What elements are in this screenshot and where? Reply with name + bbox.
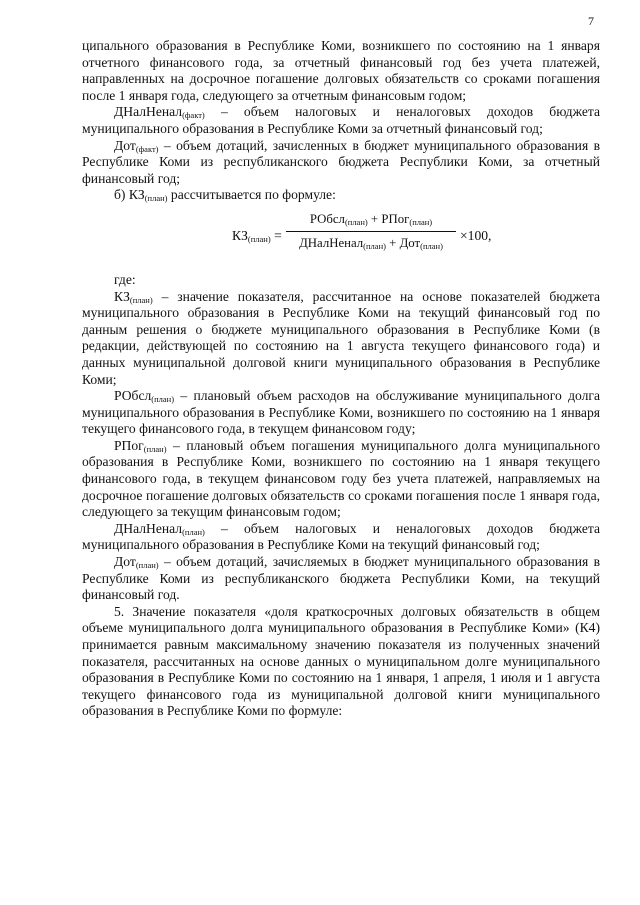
denominator-term-a: ДНалНенал (299, 235, 364, 250)
symbol-subscript: (план) (182, 526, 205, 537)
symbol: ДНалНенал (114, 104, 183, 120)
symbol: Дот (114, 137, 136, 153)
item-b-suffix: рассчитывается по формуле: (167, 187, 336, 203)
denominator-term-b-subscript: (план) (420, 240, 443, 251)
denominator-plus: + (385, 235, 400, 250)
page-number: 7 (588, 14, 594, 28)
definition-text: – объем дотаций, зачисляемых в бюджет муниципального образования в Республике Коми из республиканского бюджета Республики Коми, на текущий финансовый год. (82, 554, 600, 603)
formula-lhs-subscript: (план) (247, 233, 271, 244)
numerator-term-a-subscript: (план) (344, 216, 368, 227)
definition-dnalnenal-plan (82, 521, 600, 554)
item-b (82, 187, 600, 204)
numerator-term-a: РОбсл (309, 211, 345, 226)
symbol-subscript: (план) (151, 394, 175, 405)
formula-lhs (232, 228, 282, 245)
symbol-subscript: (план) (135, 560, 159, 571)
symbol-subscript: (факт) (135, 143, 159, 154)
numerator-plus: + (367, 211, 382, 226)
definition-text: – объем дотаций, зачисленных в бюджет муниципального образования в Республике Коми из республиканского бюджета Республики Коми, за отчетный финансовый год; (82, 137, 600, 186)
numerator-term-b-subscript: (план) (409, 216, 433, 227)
symbol-subscript: (факт) (182, 110, 205, 121)
definition-text: – плановый объем погашения муниципального долга муниципального образования в Республике Коми, возникшего по состоянию на 1 января текущего финансового года, в текущем финансовом году без учета платежей, направляемых на досрочное погашение долговых обязательств со сроками погашения после 1 января года, следующего за текущим финансовым годом; (82, 437, 600, 520)
symbol: ДНалНенал (114, 520, 183, 536)
definition-dnalnenal-fakt (82, 104, 600, 137)
paragraph-continuation: ципального образования в Республике Коми, возникшего по состоянию на 1 января отчетного финансового года, за отчетный финансовый год без учета платежей, направленных на досрочное погашение долговых обязательств со сроками погашения после 1 января года, следующего за отчетным финансовым годом; (82, 38, 600, 103)
definition-dot-fakt (82, 138, 600, 188)
formula-fraction (286, 211, 456, 251)
definition-dot-plan (82, 554, 600, 604)
paragraph-5: 5. Значение показателя «доля краткосрочных долговых обязательств в общем объеме муниципального долга муниципального образования в Республике Коми» (К4) принимается равным максимальному значению показателя из полученных значений показателя, рассчитанных на основе данных о муниципальном долге муниципального образования в Республике Коми по состоянию на 1 января, 1 апреля, 1 июля и 1 августа текущего финансового года из муниципальной долговой книги муниципального образования в Республике Коми по формуле: (82, 603, 600, 719)
formula-kz-plan (82, 211, 600, 261)
formula-equals: = (270, 227, 282, 243)
formula-denominator (286, 232, 456, 252)
formula-lhs-symbol: КЗ (232, 227, 248, 243)
formula-numerator (286, 211, 456, 232)
item-b-prefix: б) КЗ (114, 187, 145, 203)
document-body (82, 38, 600, 720)
numerator-term-b: РПог (381, 211, 410, 226)
formula-multiplier: ×100, (460, 227, 492, 243)
symbol-subscript: (план) (129, 294, 153, 305)
definition-robsl-plan (82, 388, 600, 438)
symbol: РПог (114, 437, 144, 453)
definition-rpog-plan (82, 438, 600, 521)
symbol: РОбсл (114, 388, 152, 404)
item-b-subscript: (план) (144, 193, 168, 204)
denominator-term-a-subscript: (план) (363, 240, 386, 251)
symbol: КЗ (114, 288, 130, 304)
symbol: Дот (114, 554, 136, 570)
definition-text: – плановый объем расходов на обслуживание муниципального долга муниципального образования в Республике Коми, возникшего по состоянию на 1 января текущего финансового года, в текущем финансовом году; (82, 388, 600, 437)
definition-text: – объем налоговых и неналоговых доходов бюджета муниципального образования в Республике Коми на текущий финансовый год; (82, 520, 600, 553)
where-label: где: (114, 271, 136, 287)
definition-text: – значение показателя, рассчитанное на основе показателей бюджета муниципального образования в Республике Коми на текущий финансовый год по данным решения о бюджете муниципального образования в Республике Коми (в редакции, действующей по состоянию на 1 августа текущего финансового года) и данных муниципальной долговой книги муниципального образования в Республике Коми; (82, 288, 600, 387)
definition-kz-plan (82, 289, 600, 389)
denominator-term-b: Дот (399, 235, 421, 250)
definition-text: – объем налоговых и неналоговых доходов бюджета муниципального образования в Республике Коми за отчетный финансовый год; (82, 104, 600, 136)
symbol-subscript: (план) (143, 443, 167, 454)
